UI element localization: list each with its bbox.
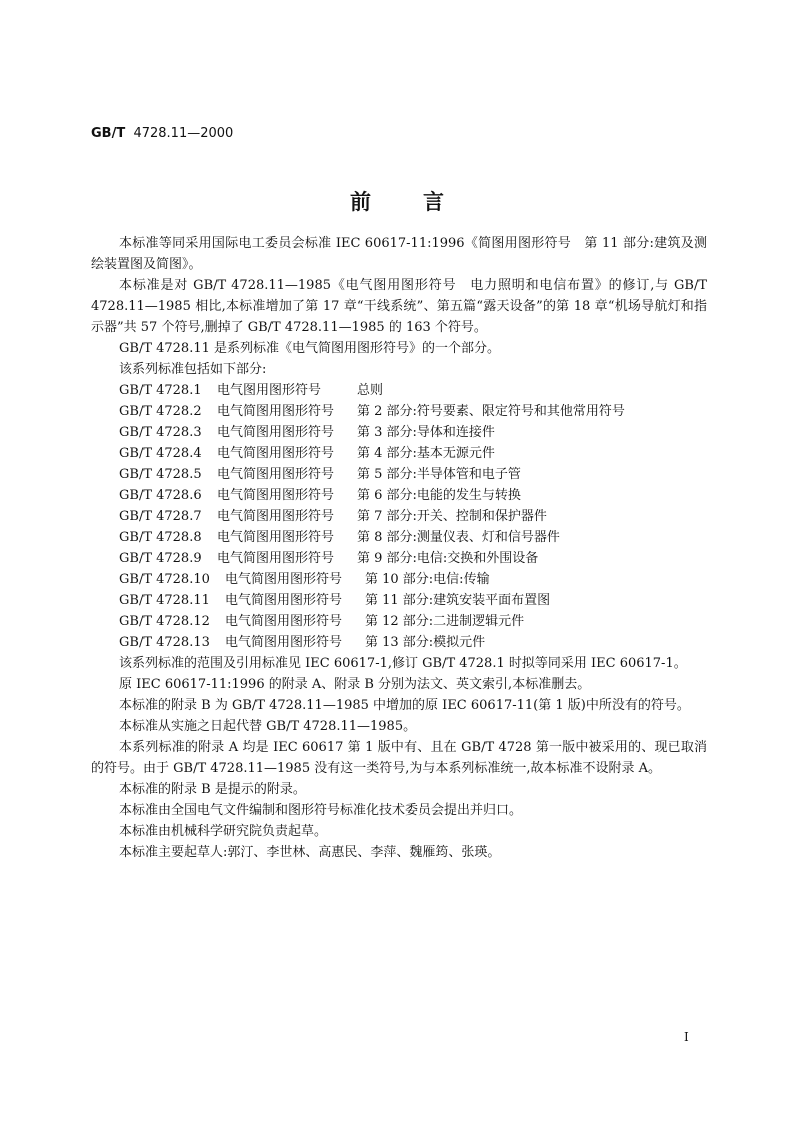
standard-number: GB/T 4728.5 — [119, 467, 202, 482]
paragraph: 本标准从实施之日起代替 GB/T 4728.11—1985。 — [119, 719, 417, 734]
list-item — [91, 548, 707, 569]
standard-part: 第 9 部分:电信:交换和外围设备 — [357, 551, 539, 566]
list-item — [91, 422, 707, 443]
paragraph: GB/T 4728.11 是系列标准《电气简图用图形符号》的一个部分。 — [119, 341, 501, 356]
standard-name: 电气简图用图形符号 — [217, 404, 335, 419]
standard-name: 电气简图用图形符号 — [225, 593, 343, 608]
paragraph: 本标准是对 GB/T 4728.11—1985《电气图用图形符号 电力照明和电信布置》的修订,与 GB/T 4728.11—1985 相比,本标准增加了第 17 章“干线系统”、第五篇“露天设备”的第 18 章“机场导航灯和指示器”共 57 个符号,删掉了 GB/T 4728.11—1985 的 163 个符号。 — [91, 278, 707, 335]
standard-number: GB/T 4728.8 — [119, 530, 202, 545]
standard-number: GB/T 4728.1 — [119, 383, 202, 398]
list-item — [91, 590, 707, 611]
standard-code-header — [91, 126, 233, 141]
standard-name: 电气简图用图形符号 — [217, 446, 335, 461]
standard-number: GB/T 4728.12 — [119, 614, 210, 629]
paragraph: 本标准的附录 B 是提示的附录。 — [119, 782, 306, 797]
paragraph: 本标准的附录 B 为 GB/T 4728.11—1985 中增加的原 IEC 60617-11(第 1 版)中所没有的符号。 — [119, 698, 690, 713]
standard-part: 第 11 部分:建筑安装平面布置图 — [365, 593, 551, 608]
paragraph: 本标准等同采用国际电工委员会标准 IEC 60617-11:1996《简图用图形符号 第 11 部分:建筑及测绘装置图及简图》。 — [91, 236, 707, 272]
standard-name: 电气简图用图形符号 — [225, 572, 343, 587]
standard-number: GB/T 4728.3 — [119, 425, 202, 440]
series-list — [91, 380, 707, 653]
standard-number: GB/T 4728.6 — [119, 488, 202, 503]
paragraph: 本标准由机械科学研究院负责起草。 — [119, 824, 328, 839]
paragraph: 本系列标准的附录 A 均是 IEC 60617 第 1 版中有、且在 GB/T 4728 第一版中被采用的、现已取消的符号。由于 GB/T 4728.11—1985 没有这一类符号,为与本系列标准统一,故本标准不设附录 A。 — [91, 740, 707, 776]
standard-part: 第 13 部分:模拟元件 — [365, 635, 486, 650]
standard-number: 4728.11—2000 — [133, 126, 234, 141]
paragraph: 本标准主要起草人:郭汀、李世林、高惠民、李萍、魏雁筠、张瑛。 — [119, 845, 501, 860]
standard-part: 第 12 部分:二进制逻辑元件 — [365, 614, 525, 629]
list-item — [91, 401, 707, 422]
standard-name: 电气简图用图形符号 — [217, 551, 335, 566]
standard-name: 电气简图用图形符号 — [217, 425, 335, 440]
list-item — [91, 380, 707, 401]
standard-number: GB/T 4728.10 — [119, 572, 210, 587]
paragraph: 该系列标准包括如下部分: — [119, 362, 267, 377]
list-item — [91, 464, 707, 485]
standard-part: 第 2 部分:符号要素、限定符号和其他常用符号 — [357, 404, 625, 419]
standard-name: 电气简图用图形符号 — [225, 635, 343, 650]
list-item — [91, 632, 707, 653]
standard-number: GB/T 4728.13 — [119, 635, 210, 650]
list-item — [91, 527, 707, 548]
standard-part: 第 10 部分:电信:传输 — [365, 572, 490, 587]
standard-number: GB/T 4728.2 — [119, 404, 202, 419]
standard-number: GB/T 4728.9 — [119, 551, 202, 566]
list-item — [91, 611, 707, 632]
standard-name: 电气简图用图形符号 — [217, 509, 335, 524]
document-body — [91, 233, 707, 863]
standard-number: GB/T 4728.11 — [119, 593, 210, 608]
list-item — [91, 569, 707, 590]
standard-number: GB/T 4728.7 — [119, 509, 202, 524]
list-item — [91, 485, 707, 506]
standard-part: 第 7 部分:开关、控制和保护器件 — [357, 509, 547, 524]
standard-part: 第 5 部分:半导体管和电子管 — [357, 467, 521, 482]
standard-name: 电气简图用图形符号 — [217, 488, 335, 503]
standard-part: 第 3 部分:导体和连接件 — [357, 425, 495, 440]
standard-number: GB/T 4728.4 — [119, 446, 202, 461]
standard-name: 电气简图用图形符号 — [217, 530, 335, 545]
standard-part: 第 6 部分:电能的发生与转换 — [357, 488, 521, 503]
page-title: 前言 — [350, 190, 496, 214]
page-number: I — [684, 1030, 689, 1044]
list-item — [91, 506, 707, 527]
standard-prefix: GB/T — [91, 126, 126, 141]
standard-name: 电气图用图形符号 — [217, 383, 322, 398]
standard-part: 总则 — [357, 383, 384, 398]
standard-name: 电气简图用图形符号 — [225, 614, 343, 629]
standard-part: 第 8 部分:测量仪表、灯和信号器件 — [357, 530, 560, 545]
paragraph: 本标准由全国电气文件编制和图形符号标准化技术委员会提出并归口。 — [119, 803, 523, 818]
paragraph: 该系列标准的范围及引用标准见 IEC 60617-1,修订 GB/T 4728.1 时拟等同采用 IEC 60617-1。 — [119, 656, 687, 671]
standard-name: 电气简图用图形符号 — [217, 467, 335, 482]
list-item — [91, 443, 707, 464]
standard-part: 第 4 部分:基本无源元件 — [357, 446, 495, 461]
paragraph: 原 IEC 60617-11:1996 的附录 A、附录 B 分别为法文、英文索引,本标准删去。 — [119, 677, 591, 692]
